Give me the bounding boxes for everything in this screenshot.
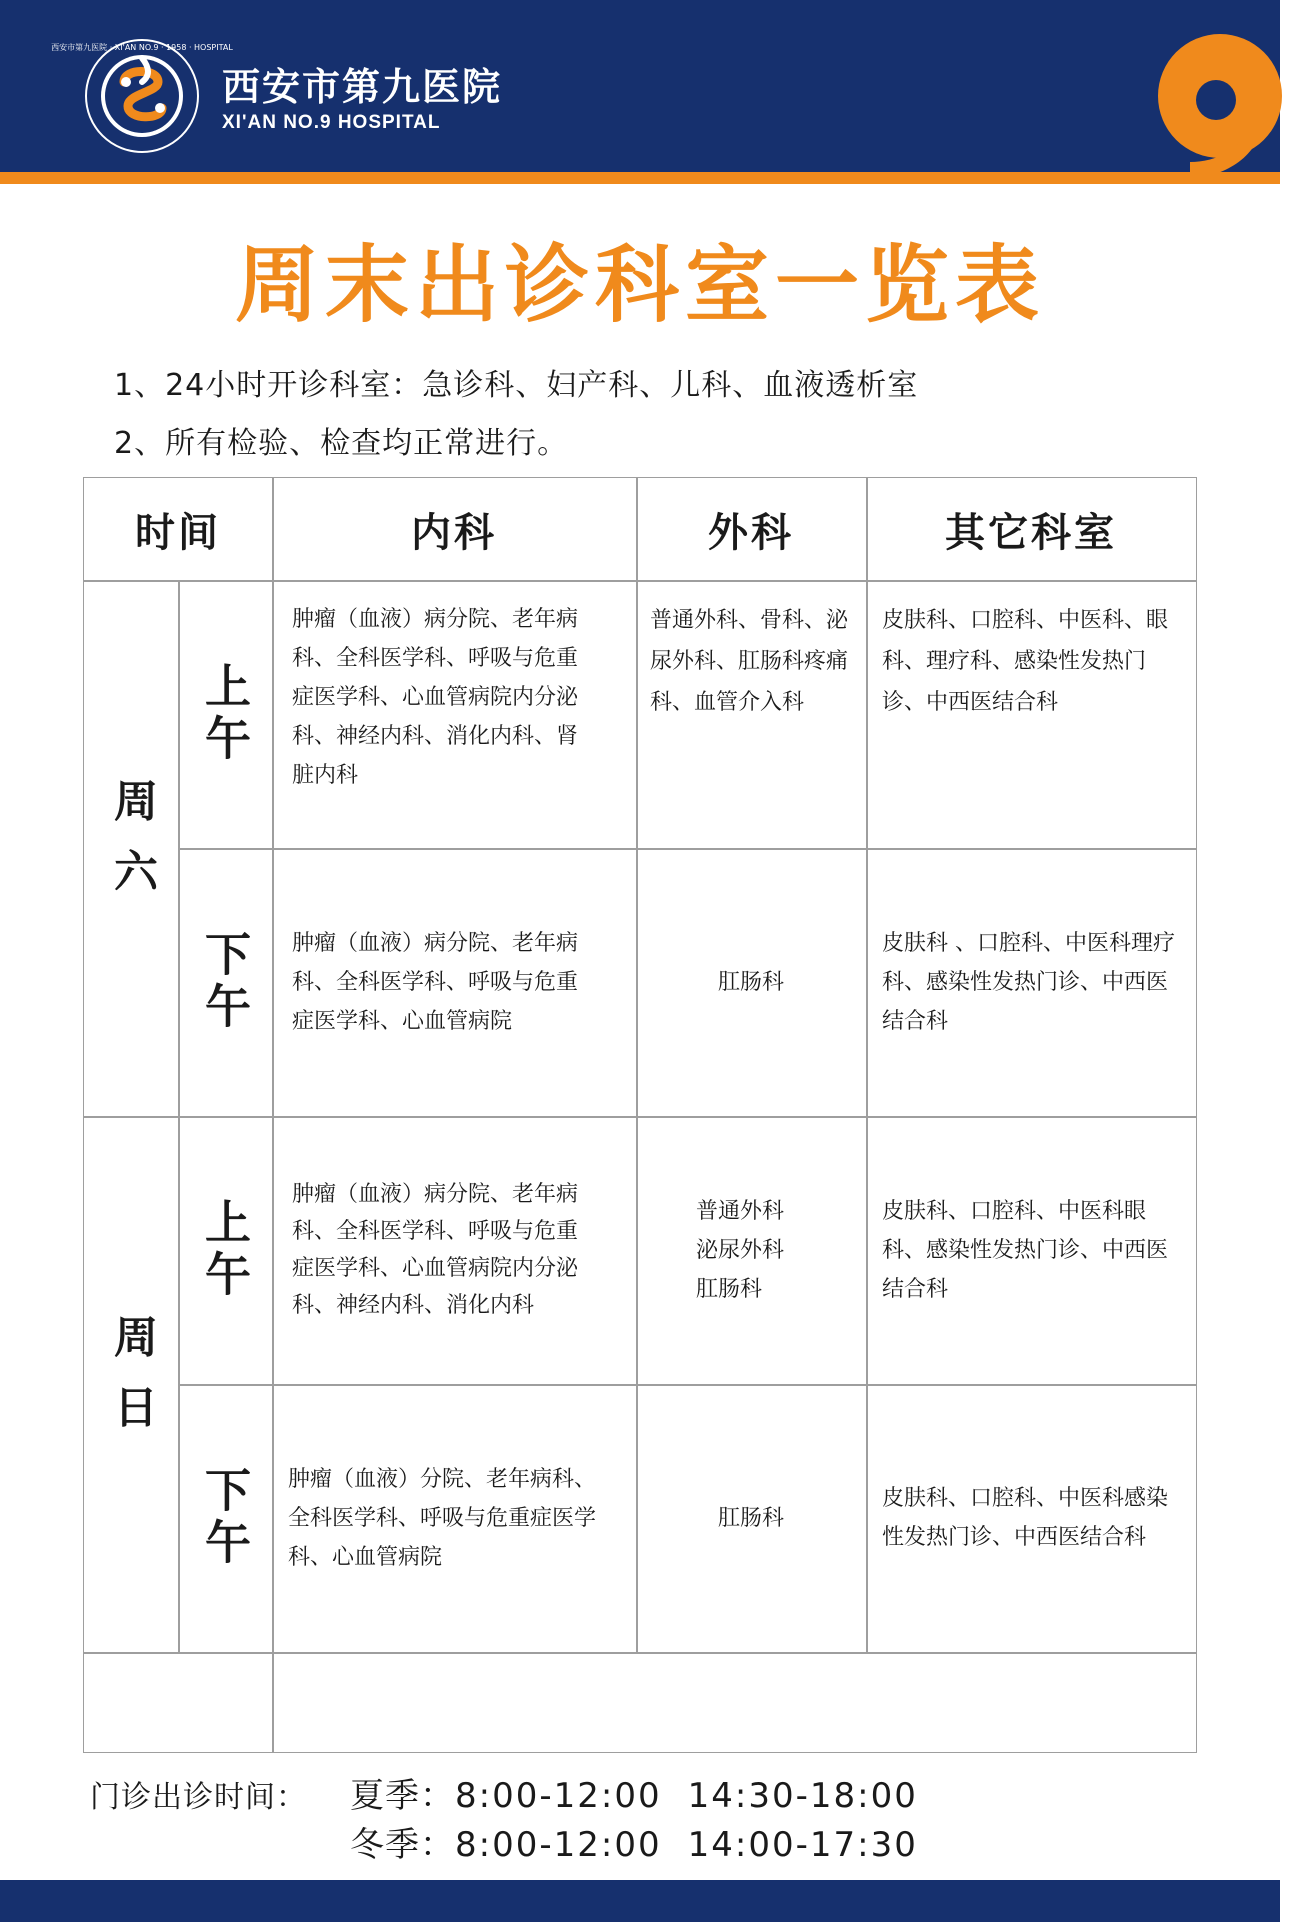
slot-sat-morning: 上午	[198, 662, 252, 766]
summer-label: 夏季：	[350, 1776, 455, 1816]
header-internal: 内科	[411, 509, 497, 556]
day-saturday: 周六	[106, 778, 157, 918]
header-banner	[0, 0, 1280, 172]
svg-text:西安市第九医院 · XI'AN NO.9 · 1958 ·: 西安市第九医院 · XI'AN NO.9 · 1958 · HOSPITAL	[51, 43, 233, 52]
header-other: 其它科室	[945, 509, 1117, 556]
hospital-logo	[51, 38, 233, 154]
grid-line	[84, 1652, 1196, 1654]
page-title: 周末出诊科室一览表	[234, 236, 1045, 334]
winter-pm: 14:00-17:30	[687, 1825, 918, 1865]
grid-line	[272, 478, 274, 1652]
cell-sun-am-other: 皮肤科、口腔科、中医科眼科、感染性发热门诊、中西医结合科	[882, 1198, 1169, 1302]
slot-sun-afternoon: 下午	[198, 1466, 252, 1570]
nine-brand-mark	[1150, 28, 1290, 188]
winter-label: 冬季：	[350, 1825, 455, 1865]
day-sunday: 周日	[106, 1314, 157, 1454]
cell-sun-pm-other: 皮肤科、口腔科、中医科感染性发热门诊、中西医结合科	[882, 1486, 1169, 1550]
summer-am: 8:00-12:00	[455, 1776, 662, 1816]
schedule-table	[83, 477, 1197, 1753]
winter-am: 8:00-12:00	[455, 1825, 662, 1865]
header-surgery: 外科	[708, 509, 794, 556]
note-tests-normal: 2、所有检验、检查均正常进行。	[114, 426, 569, 461]
slot-sat-afternoon: 下午	[198, 930, 252, 1034]
hospital-name-en: XI'AN NO.9 HOSPITAL	[222, 112, 441, 133]
cell-sat-pm-surgery: 肛肠科	[717, 969, 784, 995]
summer-pm: 14:30-18:00	[687, 1776, 918, 1816]
cell-sun-am-surgery: 普通外科 泌尿外科 肛肠科	[696, 1198, 785, 1302]
note-24h-departments: 1、24小时开诊科室：急诊科、妇产科、儿科、血液透析室	[114, 368, 919, 403]
cell-sat-pm-other: 皮肤科 、口腔科、中医科理疗科、感染性发热门诊、中西医结合科	[882, 930, 1175, 1034]
cell-sat-am-internal: 肿瘤（血液）病分院、老年病科、全科医学科、呼吸与危重症医学科、心血管病院内分泌科、神经内科、消化内科、肾脏内科	[292, 607, 579, 788]
cell-sun-pm-surgery: 肛肠科	[717, 1505, 784, 1531]
hours-label: 门诊出诊时间：	[90, 1780, 307, 1815]
cell-sat-am-surgery: 普通外科、骨科、泌尿外科、肛肠科疼痛科、血管介入科	[650, 608, 849, 715]
footer-bar	[0, 1880, 1280, 1922]
cell-sun-pm-internal: 肿瘤（血液）分院、老年病科、全科医学科、呼吸与危重症医学科、心血管病院	[288, 1466, 597, 1570]
hours-winter	[350, 1817, 944, 1866]
hours-summer	[350, 1768, 944, 1817]
cell-sat-am-other: 皮肤科、口腔科、中医科、眼科、理疗科、感染性发热门诊、中西医结合科	[882, 608, 1169, 715]
grid-line	[272, 1652, 274, 1752]
hospital-name-cn: 西安市第九医院	[222, 65, 503, 109]
header-time: 时间	[135, 509, 221, 556]
cell-sun-am-internal: 肿瘤（血液）病分院、老年病科、全科医学科、呼吸与危重症医学科、心血管病院内分泌科、神经内科、消化内科	[292, 1182, 579, 1318]
cell-sat-pm-internal: 肿瘤（血液）病分院、老年病科、全科医学科、呼吸与危重症医学科、心血管病院	[292, 930, 579, 1034]
header-stripe	[0, 172, 1280, 184]
grid-line	[866, 478, 868, 1652]
slot-sun-morning: 上午	[198, 1198, 252, 1302]
